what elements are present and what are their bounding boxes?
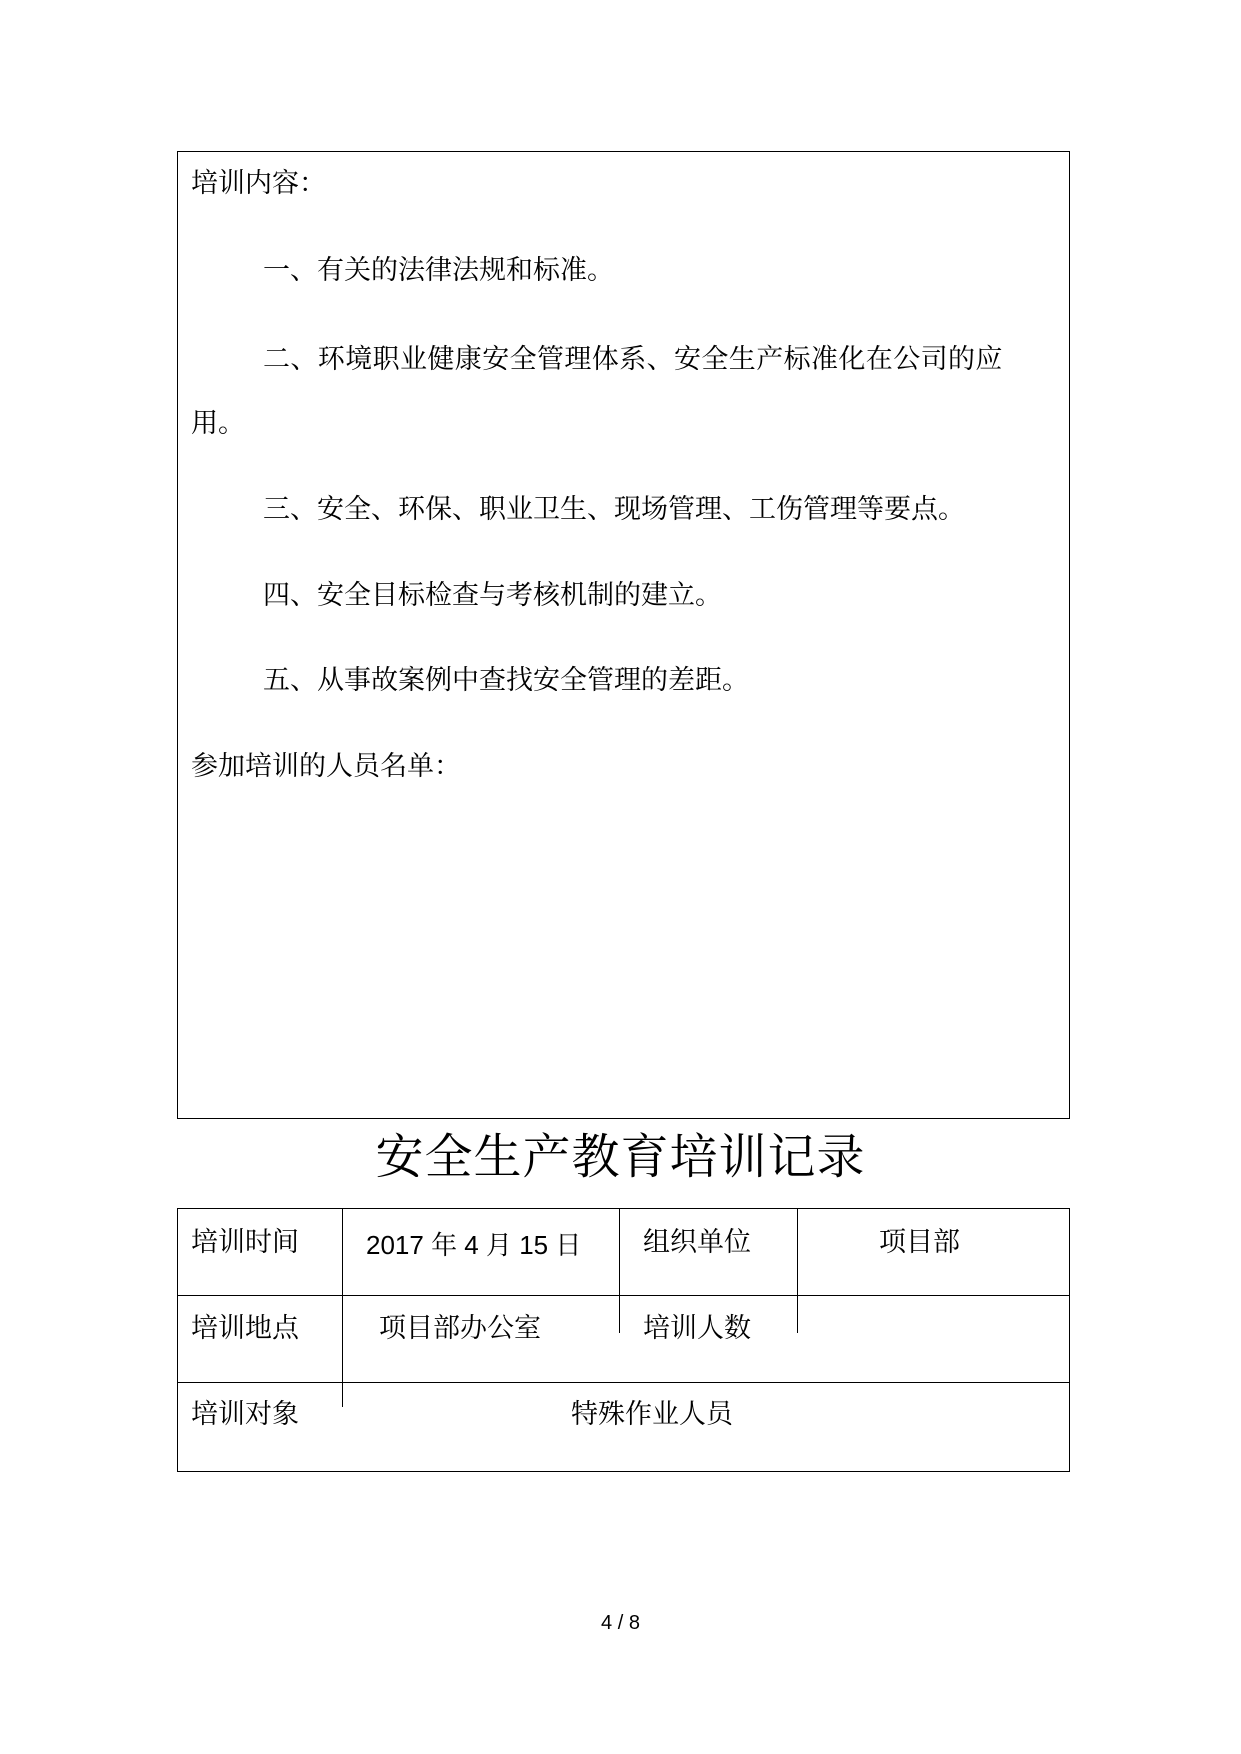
content-item-2: 二、环境职业健康安全管理体系、安全生产标准化在公司的应 — [263, 344, 1003, 375]
column-divider — [342, 1209, 343, 1407]
column-divider — [797, 1209, 798, 1333]
content-item-4: 四、安全目标检查与考核机制的建立。 — [263, 580, 722, 611]
training-content-box — [177, 151, 1070, 1119]
row-divider — [178, 1382, 1069, 1383]
place-label: 培训地点 — [191, 1313, 299, 1344]
target-label: 培训对象 — [191, 1399, 299, 1430]
count-label: 培训人数 — [643, 1313, 751, 1344]
content-heading: 培训内容： — [191, 168, 326, 199]
place-value: 项目部办公室 — [379, 1313, 541, 1344]
record-title: 安全生产教育培训记录 — [375, 1129, 866, 1185]
content-item-1: 一、有关的法律法规和标准。 — [263, 255, 614, 286]
attendees-label: 参加培训的人员名单： — [191, 751, 461, 782]
content-item-5: 五、从事故案例中查找安全管理的差距。 — [263, 665, 749, 696]
row-divider — [178, 1295, 1069, 1296]
time-value: 2017 年 4 月 15 日 — [366, 1230, 582, 1260]
target-value: 特殊作业人员 — [571, 1399, 733, 1430]
org-label: 组织单位 — [643, 1227, 751, 1258]
content-item-3: 三、安全、环保、职业卫生、现场管理、工伤管理等要点。 — [263, 494, 965, 525]
page-indicator: 4 / 8 — [601, 1612, 640, 1634]
org-value: 项目部 — [879, 1227, 960, 1258]
content-item-2-cont: 用。 — [191, 408, 245, 439]
time-label: 培训时间 — [191, 1227, 299, 1258]
column-divider — [619, 1209, 620, 1333]
